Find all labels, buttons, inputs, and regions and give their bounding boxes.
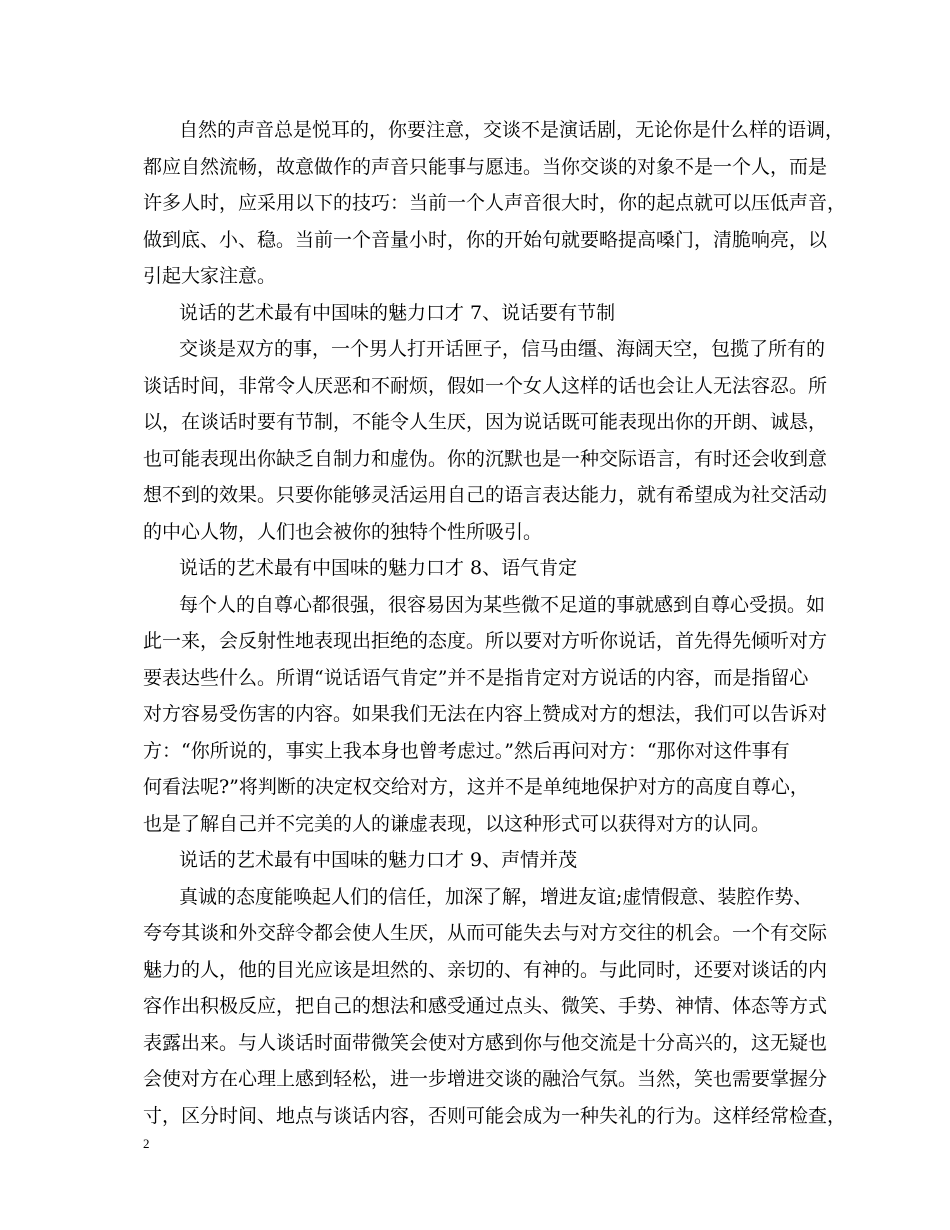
document-body (143, 112, 847, 1134)
text-line: 想不到的效果。只要你能够灵活运用自己的语言表达能力，就有希望成为社交活动 (143, 484, 828, 506)
section-heading-7 (143, 295, 823, 332)
heading-line: 说话的艺术最有中国味的魅力口才 9、声情并茂 (179, 849, 578, 871)
heading-line: 说话的艺术最有中国味的魅力口才 7、说话要有节制 (179, 301, 616, 324)
section-heading-9 (143, 842, 823, 879)
page-number: 2 (143, 1136, 150, 1151)
text-line: 夸夸其谈和外交辞令都会使人生厌，从而可能失去与对方交往的机会。一个有交际 (143, 922, 828, 944)
text-line: 方：“你所说的，事实上我本身也曾考虑过。”然后再问对方：“那你对这件事有 (143, 739, 790, 762)
text-line: 魅力的人，他的目光应该是坦然的、亲切的、有神的。与此同时，还要对谈话的内 (143, 958, 828, 981)
paragraph-sincerity (143, 879, 847, 1135)
text-line: 自然的声音总是悦耳的，你要注意，交谈不是演话剧，无论你是什么样的语调， (179, 119, 845, 141)
text-line: 每个人的自尊心都很强，很容易因为某些微不足道的事就感到自尊心受损。如 (179, 593, 826, 616)
text-line: 寸，区分时间、地点与谈话内容，否则可能会成为一种失礼的行为。这样经常检查， (143, 1104, 847, 1127)
text-line: 要表达些什么。所谓“说话语气肯定”并不是指肯定对方说话的内容，而是指留心 (143, 666, 809, 689)
text-line: 引起大家注意。 (143, 265, 277, 287)
text-line: 都应自然流畅，故意做作的声音只能事与愿违。当你交谈的对象不是一个人，而是 (143, 155, 828, 178)
heading-line: 说话的艺术最有中国味的魅力口才 8、语气肯定 (179, 557, 578, 579)
paragraph-affirmative-tone (143, 587, 828, 843)
text-line: 此一来，会反射性地表现出拒绝的态度。所以要对方听你说话，首先得先倾听对方 (143, 630, 828, 652)
text-line: 许多人时，应采用以下的技巧：当前一个人声音很大时，你的起点就可以压低声音， (143, 192, 847, 214)
text-line: 以，在谈话时要有节制，不能令人生厌，因为说话既可能表现出你的开朗、诚恳， (143, 411, 828, 433)
text-line: 也是了解自己并不完美的人的谦虚表现，以这种形式可以获得对方的认同。 (143, 812, 771, 835)
paragraph-restraint (143, 331, 828, 550)
text-line: 的中心人物，人们也会被你的独特个性所吸引。 (143, 520, 543, 543)
text-line: 表露出来。与人谈话时面带微笑会使对方感到你与他交流是十分高兴的，这无疑也 (143, 1031, 828, 1054)
section-heading-8 (143, 550, 823, 587)
text-line: 会使对方在心理上感到轻松，进一步增进交谈的融洽气氛。当然，笑也需要掌握分 (143, 1068, 828, 1090)
text-line: 交谈是双方的事，一个男人打开话匣子，信马由缰、海阔天空，包揽了所有的 (179, 338, 826, 360)
text-line: 做到底、小、稳。当前一个音量小时，你的开始句就要略提高嗓门，清脆响亮，以 (143, 228, 828, 251)
text-line: 谈话时间，非常令人厌恶和不耐烦，假如一个女人这样的话也会让人无法容忍。所 (143, 374, 828, 397)
text-line: 也可能表现出你缺乏自制力和虚伪。你的沉默也是一种交际语言，有时还会收到意 (143, 447, 828, 470)
paragraph-voice (143, 112, 847, 295)
text-line: 容作出积极反应，把自己的想法和感受通过点头、微笑、手势、神情、体态等方式 (143, 995, 828, 1017)
text-line: 何看法呢?”将判断的决定权交给对方，这并不是单纯地保护对方的高度自尊心， (143, 776, 809, 798)
text-line: 真诚的态度能唤起人们的信任，加深了解，增进友谊;虚情假意、装腔作势、 (179, 885, 813, 908)
text-line: 对方容易受伤害的内容。如果我们无法在内容上赞成对方的想法，我们可以告诉对 (143, 703, 828, 725)
